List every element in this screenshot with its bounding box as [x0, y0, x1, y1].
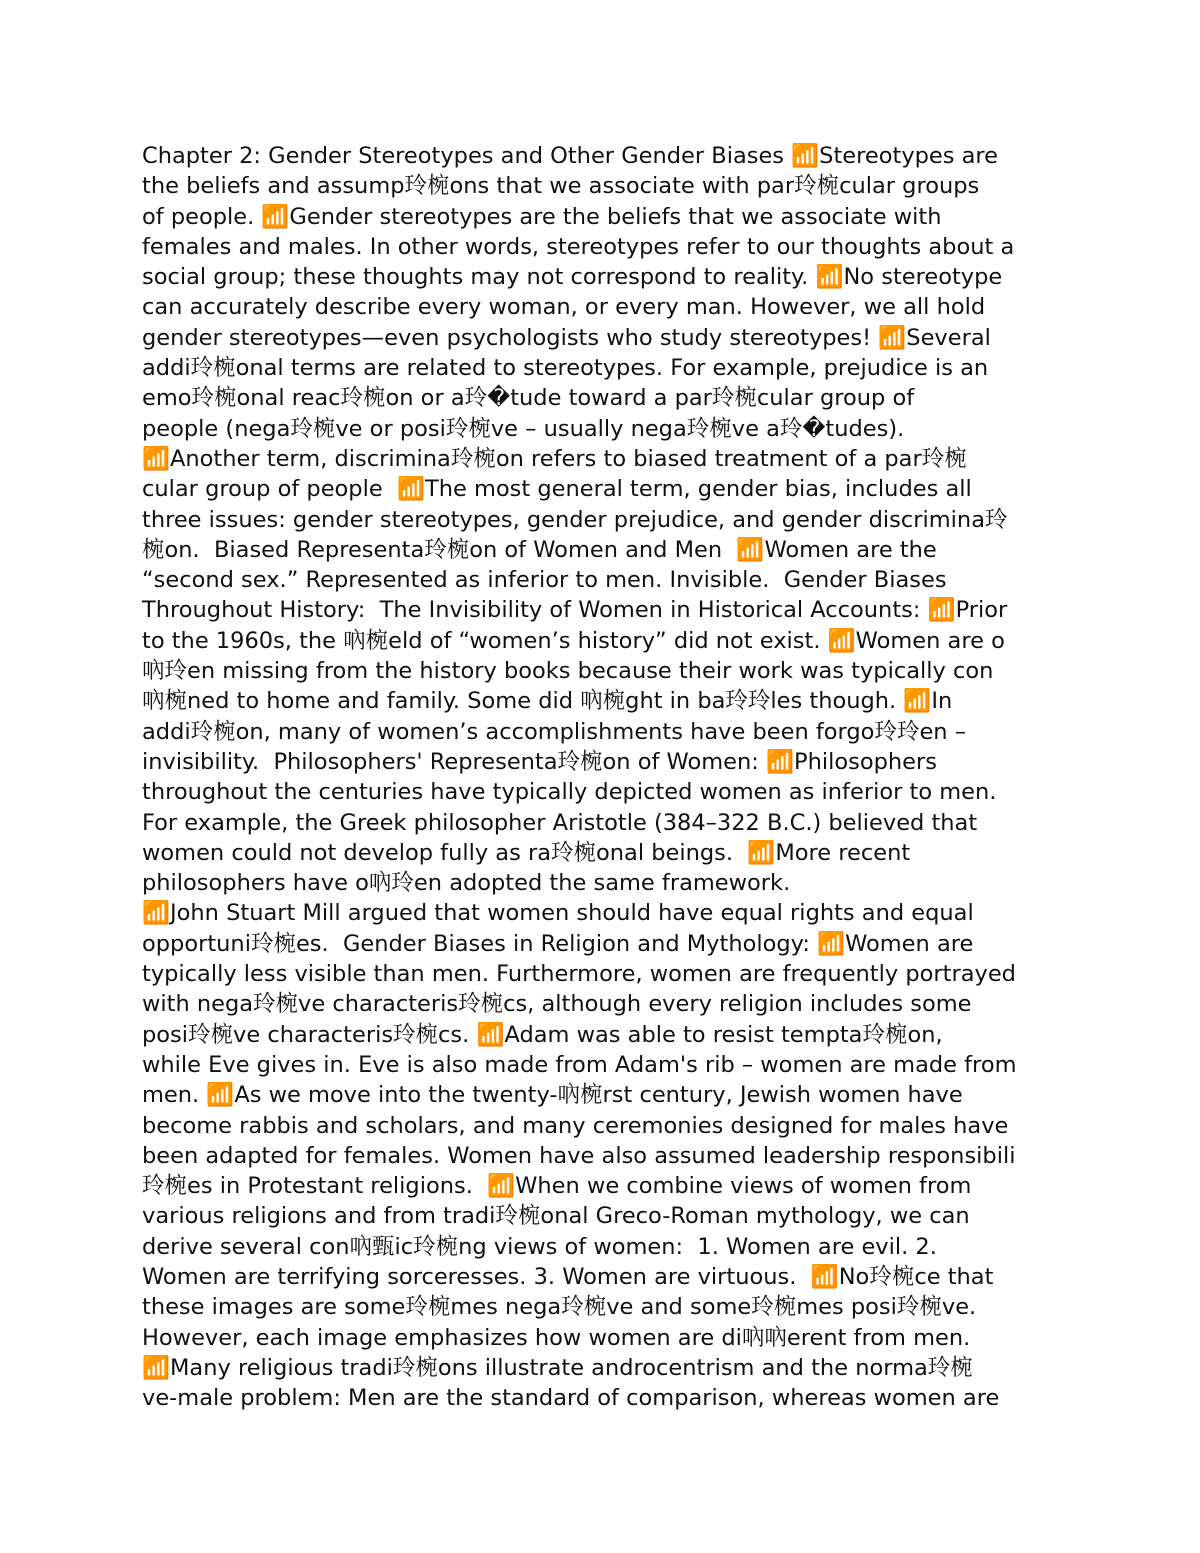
- text-line: For example, the Greek philosopher Aristotle (384–322 B.C.) believed that: [142, 809, 978, 836]
- text-line: cular group of people 📶The most general term, gender bias, includes all: [142, 476, 972, 503]
- text-line: women could not develop fully as ra玲椀onal beings. 📶More recent: [142, 839, 911, 866]
- text-line: these images are some玲椀mes nega玲椀ve and some玲椀mes posi玲椀ve.: [142, 1294, 977, 1321]
- text-line: Throughout History: The Invisibility of Women in Historical Accounts: 📶Prior: [142, 597, 1008, 624]
- text-line: Chapter 2: Gender Stereotypes and Other Gender Biases 📶Stereotypes are: [142, 143, 999, 169]
- text-line: gender stereotypes—even psychologists who study stereotypes! 📶Several: [142, 324, 991, 351]
- text-line: 吶椀ned to home and family. Some did 吶椀ght in ba玲玲les though. 📶In: [142, 688, 953, 715]
- text-line: the beliefs and assump玲椀ons that we associate with par玲椀cular groups: [142, 173, 980, 200]
- text-line: 📶Many religious tradi玲椀ons illustrate androcentrism and the norma玲椀: [142, 1354, 973, 1381]
- text-line: 椀on. Biased Representa玲椀on of Women and Men 📶Women are the: [142, 536, 937, 563]
- text-line: 📶John Stuart Mill argued that women should have equal rights and equal: [142, 900, 974, 927]
- text-line: 📶Another term, discrimina玲椀on refers to biased treatment of a par玲椀: [142, 445, 967, 472]
- text-line: men. 📶As we move into the twenty-吶椀rst century, Jewish women have: [142, 1082, 963, 1109]
- text-line: can accurately describe every woman, or every man. However, we all hold: [142, 294, 986, 321]
- text-line: females and males. In other words, stereotypes refer to our thoughts about a: [142, 233, 1015, 260]
- text-line: of people. 📶Gender stereotypes are the beliefs that we associate with: [142, 203, 942, 230]
- text-line: social group; these thoughts may not correspond to reality. 📶No stereotype: [142, 264, 1003, 291]
- text-line: invisibility. Philosophers' Representa玲椀on of Women: 📶Philosophers: [142, 748, 937, 775]
- text-line: However, each image emphasizes how women are di吶吶erent from men.: [142, 1324, 971, 1351]
- text-line: been adapted for females. Women have also assumed leadership responsibili: [142, 1142, 1016, 1169]
- text-line: to the 1960s, the 吶椀eld of “women’s history” did not exist. 📶Women are o: [142, 627, 1005, 654]
- text-line: ve-male problem: Men are the standard of comparison, whereas women are: [142, 1385, 1000, 1412]
- text-line: emo玲椀onal reac玲椀on or a玲�tude toward a par玲椀cular group of: [142, 385, 915, 412]
- text-line: opportuni玲椀es. Gender Biases in Religion and Mythology: 📶Women are: [142, 930, 974, 957]
- text-line: with nega玲椀ve characteris玲椀cs, although every religion includes some: [142, 991, 972, 1018]
- text-line: 吶玲en missing from the history books because their work was typically con: [142, 658, 994, 685]
- text-line: philosophers have o吶玲en adopted the same framework.: [142, 870, 791, 897]
- document-body-text: [142, 141, 1072, 1413]
- text-line: Women are terrifying sorceresses. 3. Women are virtuous. 📶No玲椀ce that: [142, 1263, 994, 1290]
- text-line: 玲椀es in Protestant religions. 📶When we combine views of women from: [142, 1173, 972, 1200]
- text-line: become rabbis and scholars, and many ceremonies designed for males have: [142, 1112, 1009, 1139]
- text-line: derive several con吶甄ic玲椀ng views of women: 1. Women are evil. 2.: [142, 1233, 937, 1260]
- text-line: addi玲椀onal terms are related to stereotypes. For example, prejudice is an: [142, 355, 989, 382]
- text-line: while Eve gives in. Eve is also made from Adam's rib – women are made from: [142, 1051, 1017, 1078]
- text-line: addi玲椀on, many of women’s accomplishments have been forgo玲玲en –: [142, 718, 966, 745]
- text-line: posi玲椀ve characteris玲椀cs. 📶Adam was able to resist tempta玲椀on,: [142, 1021, 943, 1048]
- text-line: throughout the centuries have typically depicted women as inferior to men.: [142, 779, 997, 806]
- text-line: various religions and from tradi玲椀onal Greco-Roman mythology, we can: [142, 1203, 970, 1230]
- text-line: “second sex.” Represented as inferior to men. Invisible. Gender Biases: [142, 567, 947, 594]
- text-line: three issues: gender stereotypes, gender prejudice, and gender discrimina玲: [142, 506, 1008, 533]
- text-line: people (nega玲椀ve or posi玲椀ve – usually nega玲椀ve a玲�tudes).: [142, 415, 905, 442]
- text-line: typically less visible than men. Furthermore, women are frequently portrayed: [142, 961, 1016, 988]
